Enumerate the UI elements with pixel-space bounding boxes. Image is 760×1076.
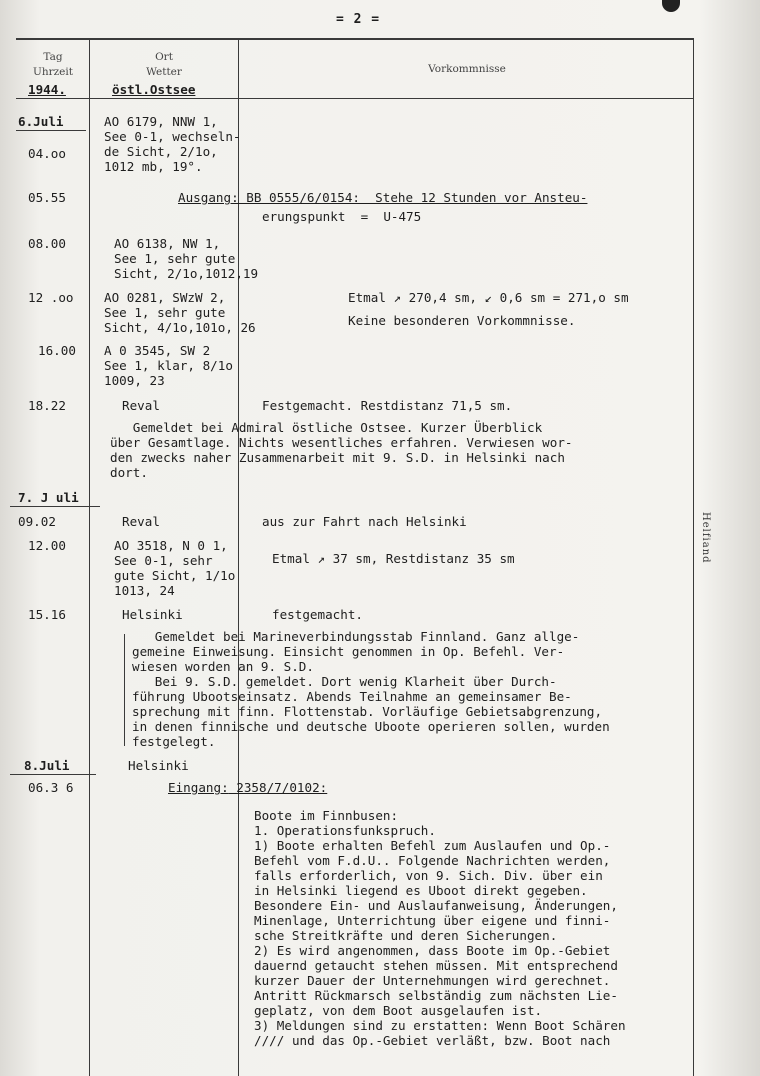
header-vorkommnisse: Vorkommnisse [428, 63, 506, 75]
body-line: sche Streitkräfte und deren Sicherungen. [254, 928, 558, 943]
body-line: 2) Es wird angenommen, dass Boote im Op.-Gebiet [254, 943, 611, 958]
ort-line: de Sicht, 2/1o, [104, 144, 218, 159]
ort-line: AO 3518, N 0 1, [114, 538, 228, 553]
para-line: festgelegt. [132, 734, 216, 749]
table-top-rule [16, 38, 694, 40]
ort-line: See 1, sehr gute [104, 305, 226, 320]
header-location: östl.Ostsee [112, 82, 196, 97]
eingang-code: 2358/7/0102: [228, 780, 328, 795]
column-divider-1 [89, 40, 90, 1076]
body-line: 1) Boote erhalten Befehl zum Auslaufen und Op.- [254, 838, 611, 853]
body-last-line [254, 1033, 610, 1048]
ort-reval: Reval [122, 398, 160, 413]
para-line: Bei 9. S.D. gemeldet. Dort wenig Klarheit über Durch- [132, 674, 557, 689]
body-line: und das Op.-Gebiet verläßt, bzw. Boot nach [291, 1033, 611, 1048]
header-tag: Tag [43, 51, 63, 63]
body-line: geplatz, von dem Boot ausgelaufen ist. [254, 1003, 543, 1018]
date-8-juli: 8.Juli [24, 758, 70, 773]
body-line: Antritt Rückmarsch selbständig zum nächsten Lie- [254, 988, 618, 1003]
struck-text: //// [254, 1033, 285, 1048]
ort-line: See 1, sehr gute [114, 251, 236, 266]
ort-helsinki: Helsinki [122, 607, 183, 622]
eingang-label: Eingang: [168, 780, 229, 795]
para-line: Gemeldet bei Admiral östliche Ostsee. Kurzer Überblick [110, 420, 543, 435]
date-rule [16, 130, 86, 131]
ort-reval: Reval [122, 514, 160, 529]
ausgang-text-2: erungspunkt = U-475 [262, 209, 422, 224]
body-line: Minenlage, Unterrichtung über eigene und finni- [254, 913, 611, 928]
date-rule [10, 774, 96, 775]
ort-line: 1009, 23 [104, 373, 165, 388]
ort-line: 1013, 24 [114, 583, 175, 598]
ort-line: 1012 mb, 19°. [104, 159, 203, 174]
body-line: dauernd getaucht stehen müssen. Mit entsprechend [254, 958, 618, 973]
header-wetter: Wetter [146, 66, 182, 78]
time-0636: 06.3 6 [28, 780, 74, 795]
body-line: falls erforderlich, von 9. Sich. Div. über ein [254, 868, 603, 883]
ort-helsinki-2: Helsinki [128, 758, 189, 773]
ort-line: AO 0281, SWzW 2, [104, 290, 226, 305]
margin-bracket [124, 634, 125, 746]
time-1516: 15.16 [28, 607, 66, 622]
date-rule [10, 506, 100, 507]
date-7-juli: 7. J uli [18, 490, 79, 505]
ausgang-label: Ausgang: [178, 190, 239, 205]
page-number: = 2 = [336, 12, 381, 27]
body-line: 3) Meldungen sind zu erstatten: Wenn Boot Schären [254, 1018, 626, 1033]
aus-zur-fahrt: aus zur Fahrt nach Helsinki [262, 514, 467, 529]
header-year: 1944. [28, 82, 66, 97]
body-line: Boote im Finnbusen: [254, 808, 399, 823]
time-1600: 16.00 [38, 343, 76, 358]
column-divider-right [693, 40, 694, 1076]
body-line: kurzer Dauer der Unternehmungen wird gerechnet. [254, 973, 611, 988]
ort-line: See 1, klar, 8/1o [104, 358, 233, 373]
header-uhrzeit: Uhrzeit [33, 66, 73, 78]
time-0902: 09.02 [18, 514, 56, 529]
etmal-line-2: Etmal ↗ 37 sm, Restdistanz 35 sm [272, 551, 515, 566]
festgemacht-2: festgemacht. [272, 607, 363, 622]
keine-vorkommnisse: Keine besonderen Vorkommnisse. [348, 313, 576, 328]
ort-line: See 0-1, wechseln- [104, 129, 241, 144]
para-line: über Gesamtlage. Nichts wesentliches erfahren. Verwiesen wor- [110, 435, 573, 450]
ort-line: AO 6179, NNW 1, [104, 114, 218, 129]
etmal-line: Etmal ↗ 270,4 sm, ↙ 0,6 sm = 271,o sm [348, 290, 629, 305]
para-line: den zwecks naher Zusammenarbeit mit 9. S.D. in Helsinki nach [110, 450, 565, 465]
para-line: gemeine Einweisung. Einsicht genommen in Op. Befehl. Ver- [132, 644, 565, 659]
ausgang-line [178, 190, 587, 205]
ort-line: Sicht, 2/1o,1012,19 [114, 266, 259, 281]
body-line: 1. Operationsfunkspruch. [254, 823, 436, 838]
body-line: Besondere Ein- und Auslaufanweisung, Änderungen, [254, 898, 618, 913]
time-1200: 12 .oo [28, 290, 74, 305]
para-line: sprechung mit finn. Flottenstab. Vorläufige Gebietsabgrenzung, [132, 704, 603, 719]
time-0800: 08.00 [28, 236, 66, 251]
side-annotation: Helfiand [700, 512, 711, 564]
body-line: Befehl vom F.d.U.. Folgende Nachrichten werden, [254, 853, 611, 868]
para-line: führung Ubootseinsatz. Abends Teilnahme an gemeinsamer Be- [132, 689, 572, 704]
time-0400: 04.oo [28, 146, 66, 161]
ink-blot [662, 0, 680, 12]
para-line: wiesen worden an 9. S.D. [132, 659, 314, 674]
ort-line: A 0 3545, SW 2 [104, 343, 211, 358]
ort-line: AO 6138, NW 1, [114, 236, 221, 251]
header-rule [16, 98, 694, 99]
ausgang-text: BB 0555/6/0154: Stehe 12 Stunden vor Ansteu- [238, 190, 588, 205]
time-1200-b: 12.00 [28, 538, 66, 553]
ort-line: Sicht, 4/1o,101o, 26 [104, 320, 256, 335]
para-line: Gemeldet bei Marineverbindungsstab Finnland. Ganz allge- [132, 629, 580, 644]
body-line: in Helsinki liegend es Uboot direkt gegeben. [254, 883, 588, 898]
time-0555: 05.55 [28, 190, 66, 205]
header-ort: Ort [155, 51, 173, 63]
time-1822: 18.22 [28, 398, 66, 413]
eingang-line [168, 780, 327, 795]
ort-line: See 0-1, sehr [114, 553, 213, 568]
para-line: dort. [110, 465, 148, 480]
para-line: in denen finnische und deutsche Uboote operieren sollen, wurden [132, 719, 610, 734]
ort-line: gute Sicht, 1/1o [114, 568, 236, 583]
festgemacht-line: Festgemacht. Restdistanz 71,5 sm. [262, 398, 513, 413]
date-6-juli: 6.Juli [18, 114, 64, 129]
